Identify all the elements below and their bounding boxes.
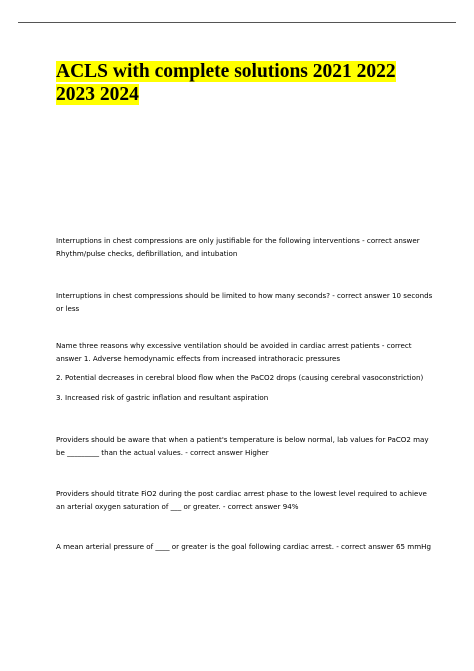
qa-item-ventilation-reason-3: 3. Increased risk of gastric inflation and resultant aspiration <box>56 393 269 402</box>
header-rule <box>18 22 456 23</box>
qa-item-compression-interruptions: Interruptions in chest compressions are only justifiable for the following interventions - correct answer Rhythm/pulse checks, defibrillation, and intubation <box>56 236 420 258</box>
qa-item-ventilation-reason-2: 2. Potential decreases in cerebral blood flow when the PaCO2 drops (causing cerebral vasoconstriction) <box>56 373 424 382</box>
title-highlight: ACLS with complete solutions 2021 2022 2023 2024 <box>56 61 396 105</box>
document-title <box>56 60 436 106</box>
qa-item-interruption-limit: Interruptions in chest compressions should be limited to how many seconds? - correct answer 10 seconds or less <box>56 291 433 313</box>
qa-item-paco2-temperature: Providers should be aware that when a patient's temperature is below normal, lab values for PaCO2 may be _________ than the actual values. - correct answer Higher <box>56 435 429 457</box>
qa-item-mean-arterial-pressure: A mean arterial pressure of ____ or greater is the goal following cardiac arrest. - correct answer 65 mmHg <box>56 542 431 551</box>
qa-item-fio2-titration: Providers should titrate FiO2 during the post cardiac arrest phase to the lowest level required to achieve an arterial oxygen saturation of ___ or greater. - correct answer 94% <box>56 489 427 511</box>
qa-item-excessive-ventilation: Name three reasons why excessive ventilation should be avoided in cardiac arrest patients - correct answer 1. Adverse hemodynamic effects from increased intrathoracic pressures <box>56 341 412 363</box>
